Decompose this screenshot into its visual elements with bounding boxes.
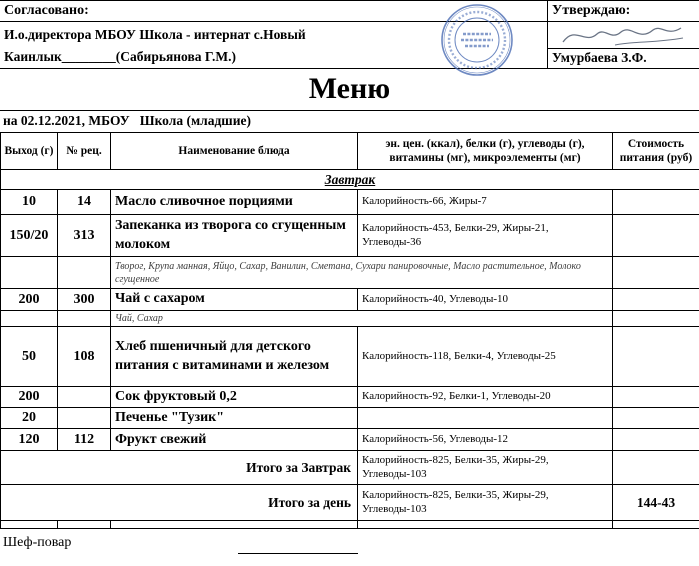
total-label: Итого за Завтрак [1,451,358,485]
agreed-line1: И.о.директора МБОУ Школа - интернат с.Новый [4,27,306,42]
recipe-value: 14 [58,190,111,215]
table-row [1,327,699,387]
out-value: 20 [1,408,58,429]
agreed-line2: Каинлык________(Сабирьянова Г.М.) [4,48,236,64]
cost-value [613,327,699,387]
chef-signature-line [238,535,358,554]
ingredients-note: Чай, Сахар [111,311,613,327]
out-value: 200 [1,387,58,408]
recipe-value: 300 [58,289,111,311]
ingredients-row [1,257,699,289]
table-header-row [1,133,699,170]
dish-name: Хлеб пшеничный для детского питания с витаминами и железом [111,327,358,387]
total-breakfast-row [1,451,699,485]
recipe-value: 108 [58,327,111,387]
cost-value [613,387,699,408]
table-row [1,408,699,429]
col-header-dish: Наименование блюда [111,133,358,170]
cost-value [613,190,699,215]
col-header-rec: № рец. [58,133,111,170]
table-row [1,215,699,257]
dish-name: Фрукт свежий [111,429,358,451]
cost-value [613,408,699,429]
col-header-out: Выход (г) [1,133,58,170]
section-label: Завтрак [324,171,376,187]
energy-value: Калорийность-56, Углеводы-12 [358,429,613,451]
recipe-value [58,387,111,408]
cost-value [613,451,699,485]
dish-name: Чай с сахаром [111,289,358,311]
out-value: 150/20 [1,215,58,257]
dish-name: Сок фруктовый 0,2 [111,387,358,408]
approval-header [0,0,699,69]
menu-date-line: на 02.12.2021, МБОУ Школа (младшие) [0,110,699,132]
energy-value: Калорийность-825, Белки-35, Жиры-29, Углеводы-103 [358,451,613,485]
menu-table [0,132,699,529]
energy-value: Калорийность-40, Углеводы-10 [358,289,613,311]
spacer-row [1,521,699,529]
recipe-value: 313 [58,215,111,257]
total-label: Итого за день [1,485,358,521]
energy-value: Калорийность-118, Белки-4, Углеводы-25 [358,327,613,387]
table-row [1,190,699,215]
dish-name: Печенье "Тузик" [111,408,358,429]
table-row [1,289,699,311]
table-row [1,429,699,451]
approve-name: Умурбаева З.Ф. [552,50,647,65]
ingredients-row [1,311,699,327]
col-header-cost: Стоимость питания (руб) [613,133,699,170]
dish-name: Масло сливочное порциями [111,190,358,215]
dish-name: Запеканка из творога со сгущенным молоком [111,215,358,257]
total-day-row [1,485,699,521]
approve-label: Утверждаю: [548,1,699,22]
recipe-value [58,408,111,429]
out-value: 120 [1,429,58,451]
cost-value: 144-43 [613,485,699,521]
out-value: 50 [1,327,58,387]
section-row-breakfast [1,170,699,190]
out-value: 200 [1,289,58,311]
agreed-text [0,22,547,68]
energy-value [358,408,613,429]
cost-value [613,429,699,451]
energy-value: Калорийность-92, Белки-1, Углеводы-20 [358,387,613,408]
cost-value [613,289,699,311]
ingredients-note: Творог, Крупа манная, Яйцо, Сахар, Ванилин, Сметана, Сухари панировочные, Масло растительное, Молоко сгущенное [111,257,613,289]
agreed-label: Согласовано: [0,1,547,22]
col-header-energy: эн. цен. (ккал), белки (г), углеводы (г), витамины (мг), микроэлементы (мг) [358,133,613,170]
chef-label: Шеф-повар [3,535,72,551]
table-row [1,387,699,408]
energy-value: Калорийность-66, Жиры-7 [358,190,613,215]
energy-value: Калорийность-825, Белки-35, Жиры-29, Углеводы-103 [358,485,613,521]
approve-block [547,1,699,68]
footer [0,535,699,554]
out-value: 10 [1,190,58,215]
page-title: Меню [308,72,391,105]
agreed-block [0,1,547,68]
recipe-value: 112 [58,429,111,451]
energy-value: Калорийность-453, Белки-29, Жиры-21, Углеводы-36 [358,215,613,257]
cost-value [613,215,699,257]
director-signature-icon [548,22,699,49]
